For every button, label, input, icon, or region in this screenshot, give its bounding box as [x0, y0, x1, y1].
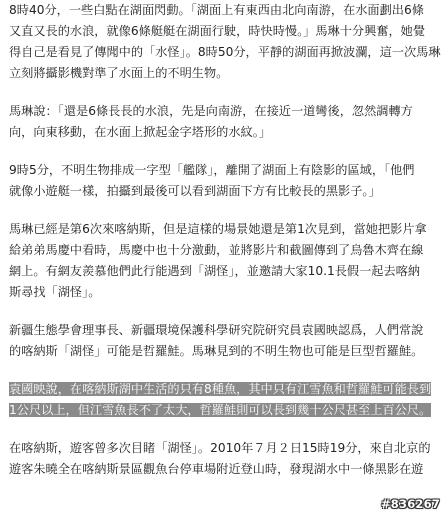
- highlighted-line: [9, 400, 439, 421]
- text-line: 的喀納斯「湖怪」可能是哲羅鮭。馬琳見到的不明生物也可能是巨型哲羅鮭。: [9, 344, 424, 358]
- paragraph-gap: [9, 143, 439, 160]
- paragraph-7: [9, 438, 439, 480]
- watermark-id: #836267: [380, 497, 440, 511]
- text-line: 馬琳說：「還是6條長長的水浪，先是向南游，在接近一道彎後，忽然調轉方: [9, 104, 413, 118]
- text-line: 斯尋找「湖怪」。: [9, 285, 101, 299]
- highlighted-line: [9, 379, 439, 400]
- article-body: [9, 0, 439, 480]
- paragraph-2: [9, 101, 439, 143]
- text-line: 在喀納斯，遊客曾多次目睹「湖怪」。2010年７月２日15時19分，來自北京的: [9, 441, 431, 455]
- highlighted-text: 袁國映說，在喀納斯湖中生活的只有8種魚，其中只有江雪魚和哲羅鮭可能長到: [9, 382, 432, 396]
- paragraph-gap: [9, 362, 439, 379]
- paragraph-gap: [9, 421, 439, 438]
- paragraph-gap: [9, 84, 439, 101]
- paragraph-5: [9, 320, 439, 362]
- paragraph-4: [9, 219, 439, 303]
- paragraph-gap: [9, 202, 439, 219]
- text-line: 又直又長的水浪，就像6條艇艇在湖面行駛，時快時慢。」馬琳十分興奮，她覺: [9, 24, 426, 38]
- text-line: 向，向東移動，在水面上掀起金字塔形的水紋。」: [9, 125, 272, 139]
- text-line: 9時5分，不明生物排成一字型「艦隊」，離開了湖面上有陰影的區域，「他們: [9, 163, 415, 177]
- paragraph-6-highlighted: [9, 379, 439, 421]
- paragraph-3: [9, 160, 439, 202]
- text-line: 給弟弟馬慶中看時，馬慶中也十分激動，並將影片和截圖傳到了烏魯木齊在線: [9, 243, 424, 257]
- text-line: 得自己是看見了傳聞中的「水怪」。8時50分，平靜的湖面再掀波瀾，這一次馬琳: [9, 45, 441, 59]
- text-line: 就像小遊艇一樣，拍攝到最後可以看到湖面下方有比較長的黑影子。」: [9, 184, 381, 198]
- text-line: 新疆生態學會理事長、新疆環境保護科學研究院研究員袁國映認爲，人們常說: [9, 323, 424, 337]
- text-line: 8時40分，一些白點在湖面閃動。「湖面上有東西由北向南游，在水面劃出6條: [9, 3, 424, 17]
- text-line: 立刻將攝影機對準了水面上的不明生物。: [9, 66, 229, 80]
- text-line: 網上。有網友羨慕他們此行能遇到「湖怪」，並邀請大家10.1長假一起去喀納: [9, 264, 421, 278]
- text-line: 遊客朱曉全在喀納斯景區觀魚台停車場附近登山時，發現湖水中一條黑影在遊: [9, 462, 424, 476]
- paragraph-1: [9, 0, 439, 84]
- paragraph-gap: [9, 303, 439, 320]
- highlighted-text: 1公尺以上，但江雪魚長不了太大，哲羅鮭則可以長到幾十公尺甚至上百公尺。: [9, 403, 432, 417]
- text-line: 馬琳已經是第6次來喀納斯，但是這樣的場景她還是第1次見到，當她把影片拿: [9, 222, 427, 236]
